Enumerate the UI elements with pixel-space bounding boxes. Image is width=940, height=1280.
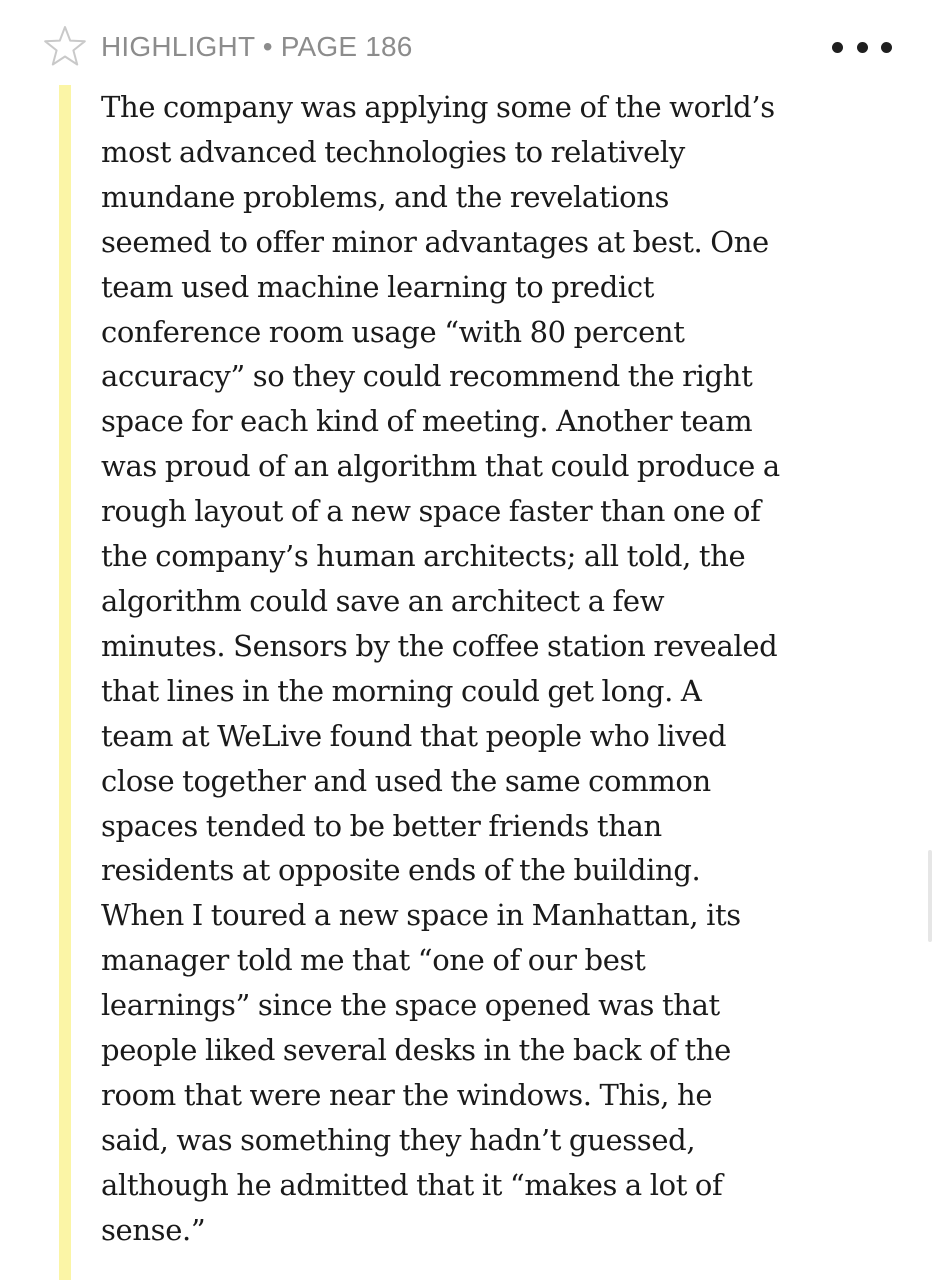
highlight-line: that lines in the morning could get long. A (101, 673, 702, 708)
highlight-line: residents at opposite ends of the building. (101, 853, 701, 888)
highlight-line: seemed to offer minor advantages at best. One (101, 224, 769, 259)
highlight-line: team at WeLive found that people who lived (101, 718, 727, 753)
highlight-line: mundane problems, and the revelations (101, 179, 670, 214)
more-options-button[interactable] (832, 28, 892, 66)
highlight-line: The company was applying some of the world’s (101, 90, 775, 124)
highlight-line: team used machine learning to predict (101, 269, 655, 304)
scrollbar[interactable] (928, 850, 932, 942)
more-horizontal-icon (832, 42, 843, 53)
highlight-line: conference room usage “with 80 percent (101, 314, 685, 349)
highlight-line: close together and used the same common (101, 763, 711, 798)
highlight-line: When I toured a new space in Manhattan, its (101, 898, 741, 933)
highlight-line: people liked several desks in the back of the (101, 1033, 731, 1068)
highlight-line: said, was something they hadn’t guessed, (101, 1122, 696, 1157)
more-horizontal-icon-dot (857, 42, 868, 53)
highlight-line: learnings” since the space opened was that (101, 988, 720, 1023)
highlight-color-bar (59, 85, 71, 1280)
highlight-line: algorithm could save an architect a few (101, 583, 665, 618)
highlight-text[interactable] (101, 85, 916, 1253)
highlight-header (0, 0, 940, 90)
star-outline-icon[interactable] (44, 25, 86, 67)
highlight-line: room that were near the windows. This, he (101, 1077, 713, 1112)
highlight-line: sense.” (101, 1212, 206, 1247)
highlight-line: manager told me that “one of our best (101, 943, 646, 978)
highlight-line: space for each kind of meeting. Another team (101, 404, 753, 439)
highlight-meta-label: HIGHLIGHT • PAGE 186 (101, 31, 413, 62)
more-horizontal-icon-dot (881, 42, 892, 53)
highlight-line: most advanced technologies to relatively (101, 134, 685, 169)
highlight-line: although he admitted that it “makes a lot of (101, 1167, 723, 1202)
highlight-line: spaces tended to be better friends than (101, 808, 662, 843)
highlight-line: the company’s human architects; all told, the (101, 539, 746, 574)
highlight-line: rough layout of a new space faster than one of (101, 494, 761, 529)
highlight-line: was proud of an algorithm that could produce a (101, 449, 780, 484)
highlight-line: minutes. Sensors by the coffee station revealed (101, 628, 778, 663)
highlight-line: accuracy” so they could recommend the right (101, 359, 753, 394)
